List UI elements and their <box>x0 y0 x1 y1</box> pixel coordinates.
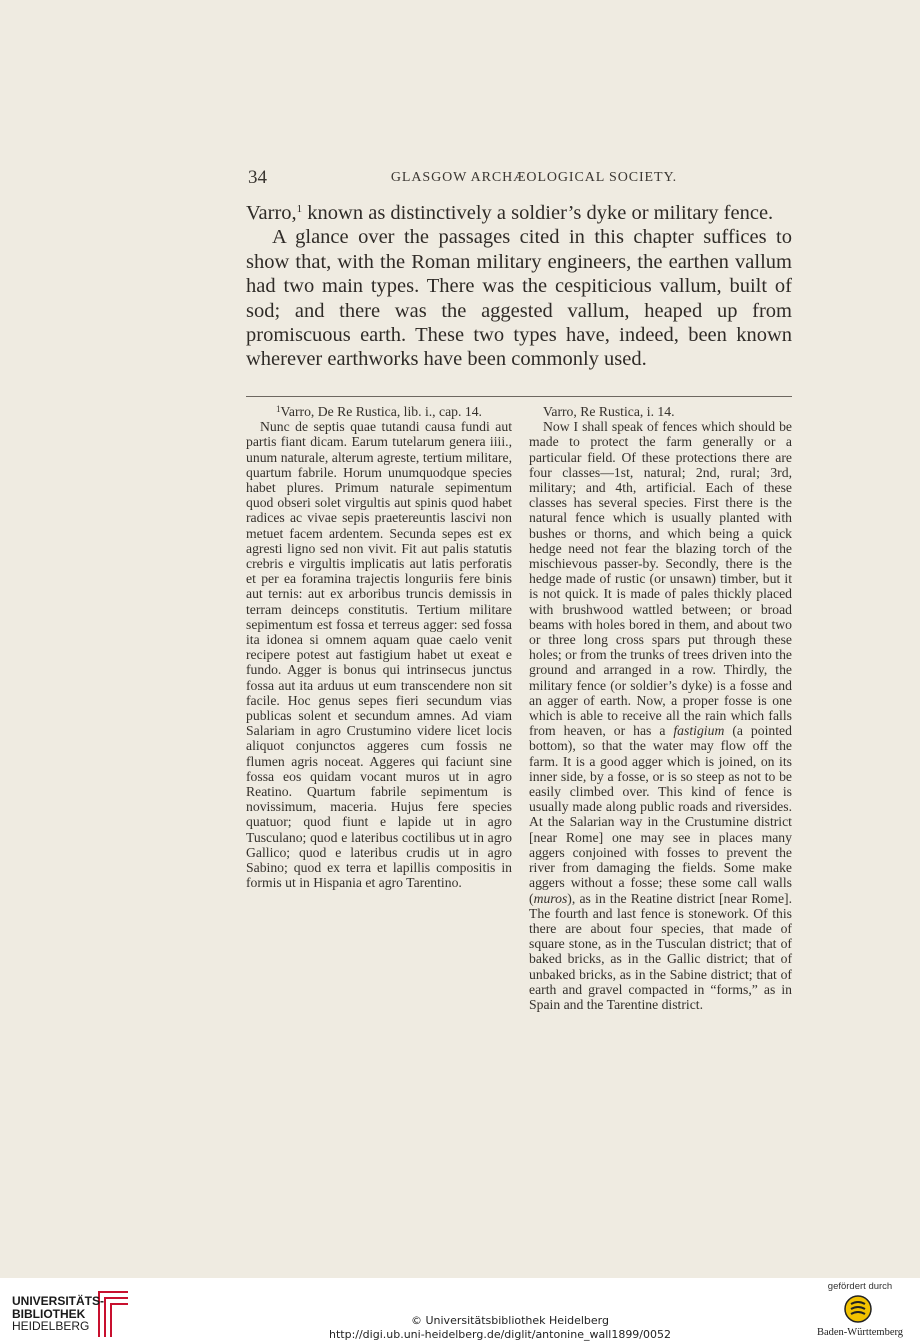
library-name: UNIVERSITÄTS- BIBLIOTHEK HEIDELBERG <box>12 1294 105 1333</box>
coat-of-arms-icon <box>843 1294 873 1324</box>
footnote-english-text: Now I shall speak of fences which should be made to protect the farm generally or a particular field. Of these protections there are four classes—1st, natural; 2nd, rural; 3rd, military; and 4th, artificial. Each of these classes has several species. First there is the natural fence which is usually planted with bushes or thorns, and which being a quick hedge need not fear the blazing torch of the mischievous passer-by. Secondly, there is the hedge made of rustic (or unsawn) timber, but it is not quick. It is made of pales thickly placed with brushwood wattled between; or broad beams with holes bored in them, and about two or three long cross spars put through these holes; or from the trunks of trees driven into the ground and arranged in a row. Thirdly, the military fence (or soldier’s dyke) is a fosse and an agger of earth. Now, a proper fosse is one which is able to receive all the rain which falls from heaven, or has a fastigium (a pointed bottom), so that the water may flow off the farm. It is a good agger which is joined, on its inner side, by a fosse, or is so steep as not to be easily climbed over. This kind of fence is usually made along public roads and riversides. At the Salarian way in the Crustumine district [near Rome] one may see in places many aggers conjoined with fosses to prevent the river from damaging the fields. Some make aggers without a fosse; these some call walls (muros), as in the Reatine district [near Rome]. The fourth and last fence is stonework. Of this there are about four species, that made of square stone, as in the Tusculan district; that of baked bricks, as in the Gallic district; that of unbaked bricks, as in the Sabine district; that of earth and gravel compacted in “forms,” as in Spain and the Tarentine district. <box>529 419 792 1012</box>
footnote-reference[interactable]: 1 <box>296 203 303 215</box>
footnote-english-citation: Varro, Re Rustica, i. 14. <box>543 404 675 419</box>
footnote-marker: 1 <box>276 404 281 414</box>
footnote-latin-column <box>246 404 512 891</box>
footnote-latin-text: Nunc de septis quae tutandi causa fundi aut partis fiant dicam. Earum tutelarum genera iiii., unum naturale, alterum agreste, tertium militare, quartum fabrile. Horum unumquodque species habet plures. Primum naturale sepimentum quod obseri solet virgultis aut spinis quod habet radices ac vivae sepis praetereuntis lascivi non metuet facem ardentem. Secunda sepes est ex agresti ligno sed non vivit. Fit aut palis statutis crebris e virgultis implicatis aut latis perforatis et per ea foramina trajectis longuriis fere binis aut ternis: aut ex arboribus truncis demissis in terram deinceps constitutis. Tertium militare sepimentum est fossa et terreus agger: sed fossa ita idonea si omnem aquam quae caelo venit recipere potest aut fastigium habet ut exeat e fundo. Agger is bonus qui intrinsecus junctus fossa aut ita arduus ut eum transcendere non sit facile. Hoc genus sepes fieri secundum vias publicas solent et secundum amnes. Ad viam Salariam in agro Crustumino videre licet locis aliquot conjunctos aggeres cum fossis ne flumen agris noceat. Aggeres qui faciunt sine fossa eos quidam vocant muros ut in agro Reatino. Quartum fabrile sepimentum is novissimum, maceria. Hujus fere species quatuor; quod fiunt e lapide ut in agro Tusculano; quod e lateribus coctilibus ut in agro Gallico; quod e lateribus crudis ut in agro Sabino; quod ex terra et lapillis compositis in formis ut in Hispania et agro Tarentino. <box>246 419 512 891</box>
main-text <box>246 201 792 372</box>
term-fastigium: fastigium <box>673 723 725 739</box>
term-muros: muros <box>533 890 568 906</box>
paragraph-2: A glance over the passages cited in this chapter suffices to show that, with the Roman military engineers, the earthen vallum had two main types. There was the cespiticious vallum, built of sod; and there was the aggested vallum, heaped up from promiscuous earth. These two types have, indeed, been known wherever earthworks have been commonly used. <box>246 226 792 371</box>
sponsor-label: gefördert durch <box>827 1281 893 1292</box>
page-header <box>246 167 792 189</box>
running-title: GLASGOW ARCHÆOLOGICAL SOCIETY. <box>390 170 678 185</box>
permalink[interactable]: http://digi.ub.uni-heidelberg.de/diglit/antonine_wall1899/0052 <box>328 1328 672 1341</box>
footnote-latin-citation: $^1$Varro, De Re Rustica, lib. i., cap. 14. <box>276 404 482 419</box>
sponsor-name: Baden-Württemberg <box>816 1327 904 1338</box>
footnote-divider <box>246 396 792 397</box>
copyright-notice: © Universitätsbibliothek Heidelberg <box>410 1314 609 1327</box>
page-number: 34 <box>248 167 267 188</box>
paragraph-1: Varro,$^1$ known as distinctively a soldier’s dyke or military fence. <box>246 202 774 224</box>
footnote-english-column <box>529 404 792 1012</box>
